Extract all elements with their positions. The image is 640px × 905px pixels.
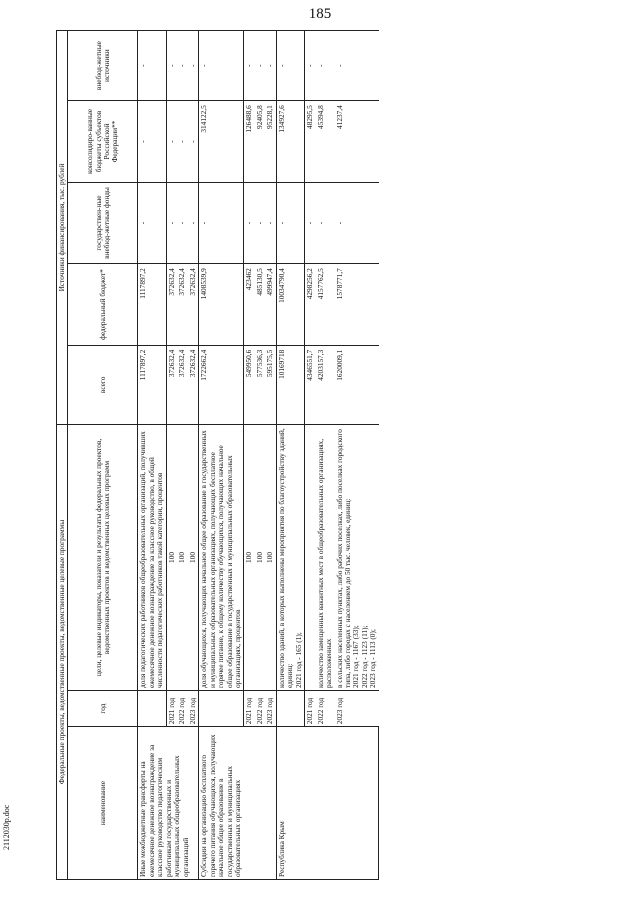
row-extra: -: [255, 31, 265, 101]
row-federal: 1408539,9: [199, 264, 244, 346]
header-group-projects: Федеральные проекты, ведомственные проекты, ведомственные целевые программы: [57, 424, 68, 879]
row-regional: 134927,6: [276, 101, 304, 183]
row-state-funds: -: [305, 182, 316, 264]
row-goal-value: 100: [188, 424, 199, 690]
document-code: 2112030р.doc: [2, 804, 11, 850]
row-state-funds: -: [166, 182, 177, 264]
row-total: 1620009,1: [335, 345, 379, 424]
row-goal: доля педагогических работников общеобразовательных организаций, получивших ежемесячное денежное вознаграждение за классное руководство, в общей численности педагогических работников такой категории, процентов: [138, 424, 166, 690]
table-row: [138, 31, 166, 880]
row-goal-value: 100: [265, 424, 276, 690]
row-extra: -: [244, 31, 255, 101]
row-regional: 126488,6: [244, 101, 255, 183]
row-extra: -: [188, 31, 199, 101]
row-federal: 423462: [244, 264, 255, 346]
row-extra: -: [276, 31, 304, 101]
row-total: 577536,3: [255, 345, 265, 424]
row-goal: в сельских населенных пунктах, либо рабочих поселках, либо поселках городского типа, либо городах с населением до 50 тыс. человек, единиц: 2021 год - 1167 (33); 2022 год - 1123 (11); 2023 год - 1113 (0);: [335, 424, 379, 690]
row-regional: 48295,5: [305, 101, 316, 183]
row-year: 2023 год: [188, 690, 199, 726]
row-total: 1722662,4: [199, 345, 244, 424]
row-year: 2023 год: [335, 690, 379, 726]
row-total: 4346551,7: [305, 345, 316, 424]
row-goal-value: 100: [177, 424, 187, 690]
row-state-funds: -: [199, 182, 244, 264]
region-name: Республика Крым: [276, 727, 378, 880]
row-year: 2021 год: [305, 690, 316, 726]
row-state-funds: -: [138, 182, 166, 264]
row-federal: 372632,4: [188, 264, 199, 346]
financing-table: [56, 30, 379, 880]
row-federal: 499947,4: [265, 264, 276, 346]
row-federal: 372632,4: [177, 264, 187, 346]
row-goal-value: 100: [255, 424, 265, 690]
row-state-funds: -: [276, 182, 304, 264]
row-federal: 10034790,4: [276, 264, 304, 346]
row-year: [276, 690, 304, 726]
rotated-table-container: [56, 30, 606, 880]
header-regional: консолидиро-ванные бюджеты субъектов Российской Федерации**: [68, 101, 138, 183]
row-total: 372632,4: [166, 345, 177, 424]
row-extra: -: [138, 31, 166, 101]
row-state-funds: -: [335, 182, 379, 264]
row-extra: -: [305, 31, 316, 101]
row-total: 372632,4: [188, 345, 199, 424]
row-regional: 92405,8: [255, 101, 265, 183]
row-goal: количество замещенных вакантных мест в общеобразовательных организациях, расположенных: [316, 424, 335, 690]
page-number: 185: [308, 6, 332, 22]
row-state-funds: -: [265, 182, 276, 264]
table-row: [276, 31, 304, 880]
row-federal: 4298256,2: [305, 264, 316, 346]
row-extra: -: [316, 31, 335, 101]
row-extra: -: [265, 31, 276, 101]
row-extra: -: [166, 31, 177, 101]
header-total: всего: [68, 345, 138, 424]
row-state-funds: -: [316, 182, 335, 264]
row-regional: -: [188, 101, 199, 183]
header-extra: внебюд-жетные источники: [68, 31, 138, 101]
row-state-funds: -: [255, 182, 265, 264]
row-total: 4203157,3: [316, 345, 335, 424]
row-regional: 314122,5: [199, 101, 244, 183]
row-total: 372632,4: [177, 345, 187, 424]
row-regional: 45394,8: [316, 101, 335, 183]
row-total: 10169718: [276, 345, 304, 424]
row-year: 2021 год: [244, 690, 255, 726]
row-extra: -: [335, 31, 379, 101]
header-state-funds: государствен-ные внебюд-жетные фонды: [68, 182, 138, 264]
row-extra: -: [177, 31, 187, 101]
row-regional: 95228,1: [265, 101, 276, 183]
row-extra: -: [199, 31, 244, 101]
header-federal: федеральный бюджет*: [68, 264, 138, 346]
header-name: наименование: [68, 727, 138, 880]
row-federal: 372632,4: [166, 264, 177, 346]
header-group-sources: Источники финансирования, тыс. рублей: [57, 31, 68, 425]
row-total: 595175,5: [265, 345, 276, 424]
row-state-funds: -: [244, 182, 255, 264]
row-goal: [305, 424, 316, 690]
row-state-funds: -: [188, 182, 199, 264]
row-goal-value: 100: [166, 424, 177, 690]
row-total: 1117897,2: [138, 345, 166, 424]
row-year: 2021 год: [166, 690, 177, 726]
table-row: [199, 31, 244, 880]
row-state-funds: -: [177, 182, 187, 264]
row-year: 2022 год: [255, 690, 265, 726]
row-federal: 485130,5: [255, 264, 265, 346]
row-name: Иные межбюджетные трансферты на ежемесячное денежное вознаграждение за классное руководство педагогическим работникам государственных и муниципальных общеобразовательных организаций: [138, 727, 199, 880]
row-regional: 41237,4: [335, 101, 379, 183]
row-regional: -: [166, 101, 177, 183]
table-header: [57, 31, 138, 880]
row-federal: 1578771,7: [335, 264, 379, 346]
row-name: Субсидии на организацию бесплатного горячего питания обучающихся, получающих начальное общее образование в государственных и муниципальных образовательных организациях: [199, 727, 277, 880]
header-year: год: [68, 690, 138, 726]
row-goal-value: 100: [244, 424, 255, 690]
row-federal: 4157762,5: [316, 264, 335, 346]
row-total: 549950,6: [244, 345, 255, 424]
row-year: 2022 год: [316, 690, 335, 726]
row-year: 2023 год: [265, 690, 276, 726]
row-regional: -: [177, 101, 187, 183]
row-goal: количество зданий, в которых выполнены мероприятия по благоустройству зданий, единиц: 2021 год - 165 (1);: [276, 424, 304, 690]
row-goal: доля обучающихся, получающих начальное общее образование в государственных и муниципальных образовательных организациях, получающих бесплатное горячее питание, к общему количеству обучающихся, получающих начальное общее образование в государственных и муниципальных образовательных организациях, процентов: [199, 424, 244, 690]
header-goals: цели, целевые индикаторы, показатели и результаты федеральных проектов, ведомственных проектов и ведомственных целевых программ: [68, 424, 138, 690]
row-federal: 1117897,2: [138, 264, 166, 346]
row-regional: -: [138, 101, 166, 183]
row-year: 2022 год: [177, 690, 187, 726]
